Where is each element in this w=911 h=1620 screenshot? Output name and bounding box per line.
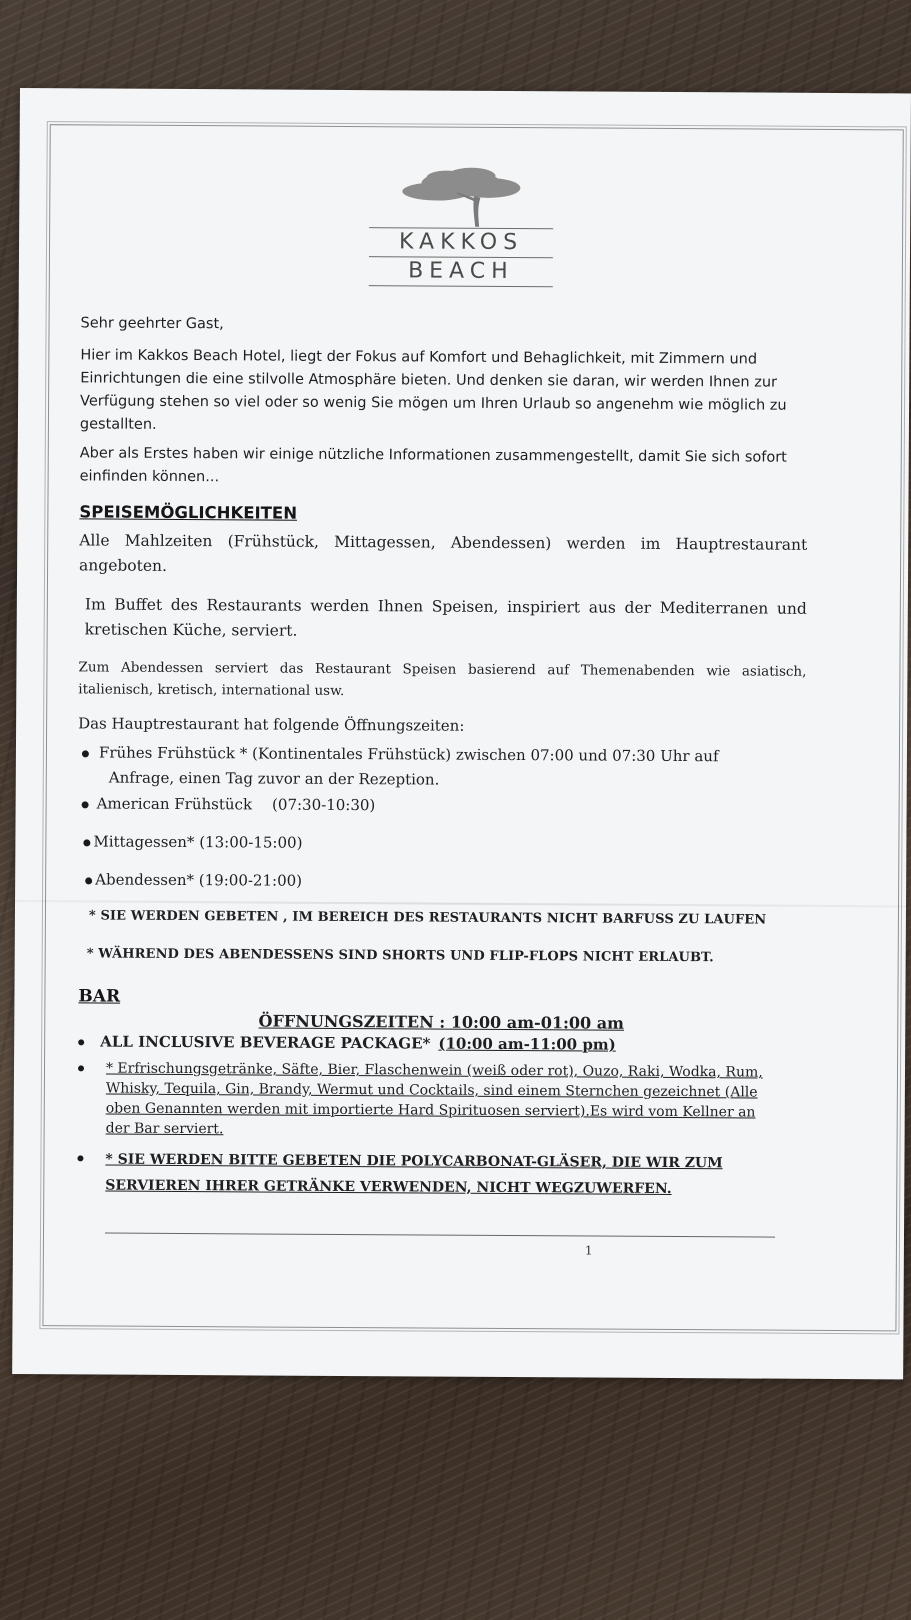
dining-note-barefoot: * SIE WERDEN GEBETEN , IM BEREICH DES RESTAURANTS NICHT BARFUSS ZU LAUFEN [88,908,767,928]
tree-icon [386,165,536,228]
list-item: Frühes Frühstück * (Kontinentales Frühstück) zwischen 07:00 und 07:30 Uhr auf Anfrage, einen Tag zuvor an der Rezeption. [82,740,719,794]
paper-sheet [12,88,911,1379]
bullet-icon [85,877,92,884]
bar-opening-hours: ÖFFNUNGSZEITEN : 10:00 am-01:00 am [258,1011,625,1033]
bullet-icon [78,1039,84,1045]
bullet-icon [83,839,90,846]
dining-paragraph-2: Im Buffet des Restaurants werden Ihnen Speisen, inspiriert aus der Mediterranen und kretischen Küche, serviert. [84,595,807,640]
logo-word-kakkos: KAKKOS [398,229,524,256]
list-item: American Frühstück (07:30-10:30) [82,794,376,814]
page-number: 1 [584,1243,593,1258]
list-item: Mittagessen* (13:00-15:00) [83,832,302,851]
bullet-icon [82,750,89,757]
dining-note-dresscode: * WÄHREND DES ABENDESSENS SIND SHORTS UND FLIP-FLOPS NICHT ERLAUBT. [86,946,714,966]
list-item: ALL INCLUSIVE BEVERAGE PACKAGE* (10:00 am-11:00 pm) [78,1032,616,1053]
logo-word-beach: BEACH [408,258,514,285]
bullet-icon [82,801,89,808]
dining-paragraph-3: Zum Abendessen serviert das Restaurant Speisen basierend auf Themenabenden wie asiatisch, italienisch, kretisch, international usw. [78,659,807,699]
bullet-icon [78,1065,84,1071]
list-item: Abendessen* (19:00-21:00) [85,870,302,889]
hours-intro: Das Hauptrestaurant hat folgende Öffnungszeiten: [78,714,465,735]
hotel-logo [361,165,562,306]
intro-paragraph: Hier im Kakkos Beach Hotel, liegt der Fokus auf Komfort und Behaglichkeit, mit Zimmern und Einrichtungen die eine stilvolle Atmosphäre bieten. Und denken sie daran, wir werden Ihnen zur Verfügung stehen so viel oder so wenig Sie mögen um Ihren Urlaub so angenehm wie möglich zu gestallten. [79,347,787,433]
bullet-icon [77,1155,83,1161]
list-item: * Erfrischungsgetränke, Säfte, Bier, Flaschenwein (weiß oder rot), Ouzo, Raki, Wodka, Rum, Whisky, Tequila, Gin, Brandy, Wermut und Cocktails, sind einem Sternchen gezeichnet (Alle oben Genannten werden mit importierte Hard Spirituosen serviert).Es wird vom Kellner an der Bar serviert. [78,1058,784,1142]
list-item: * SIE WERDEN BITTE GEBETEN DIE POLYCARBONAT-GLÄSER, DIE WIR ZUM SERVIEREN IHRER GETRÄNKE VERWENDEN, NICHT WEGZUWERFEN. [77,1146,737,1202]
dining-paragraph-1: Alle Mahlzeiten (Frühstück, Mittagessen, Abendessen) werden im Hauptrestaurant angeboten. [79,531,808,575]
dining-heading: SPEISEMÖGLICHKEITEN [79,502,298,523]
bar-heading: BAR [78,986,121,1007]
greeting: Sehr geehrter Gast, [80,315,224,333]
intro-paragraph-2: Aber als Erstes haben wir einige nützliche Informationen zusammengestellt, damit Sie sich sofort einfinden können... [79,445,787,486]
